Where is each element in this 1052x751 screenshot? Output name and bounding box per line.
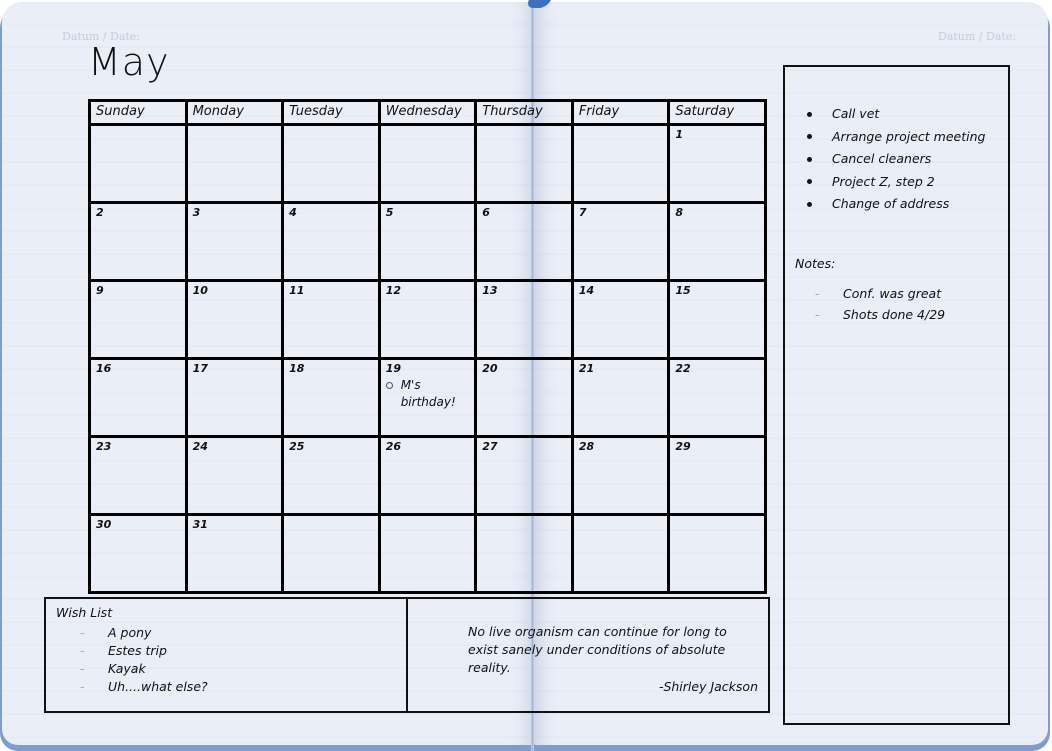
- day-number: 15: [675, 284, 691, 297]
- day-cell[interactable]: [186, 437, 283, 515]
- day-number: 20: [482, 362, 498, 375]
- left-date-label: Datum / Date:: [62, 30, 141, 43]
- day-cell[interactable]: [476, 437, 573, 515]
- day-number: 11: [289, 284, 305, 297]
- weekday-saturday: Saturday: [669, 101, 766, 125]
- day-cell[interactable]: [379, 203, 476, 281]
- day-number: 2: [96, 206, 104, 219]
- week-row: [90, 203, 766, 281]
- weekday-monday: Monday: [186, 101, 283, 125]
- dash-icon: -: [815, 286, 820, 301]
- day-cell[interactable]: [476, 359, 573, 437]
- wish-item[interactable]: - Uh....what else?: [80, 679, 208, 694]
- day-cell[interactable]: [283, 281, 380, 359]
- day-number: 28: [578, 440, 595, 453]
- dash-icon: -: [80, 661, 85, 676]
- weekday-thursday: Thursday: [476, 101, 573, 125]
- event-label: M's birthday!: [400, 378, 456, 409]
- day-number: 26: [385, 440, 401, 453]
- day-cell-with-event[interactable]: [379, 359, 476, 437]
- day-cell[interactable]: [669, 203, 766, 281]
- day-number: 31: [192, 518, 208, 531]
- day-number: 22: [675, 362, 691, 375]
- bullet-icon: [807, 134, 812, 139]
- day-number: 30: [96, 518, 112, 531]
- day-cell[interactable]: [572, 359, 669, 437]
- day-number: 8: [675, 206, 684, 219]
- day-number: 17: [192, 362, 208, 375]
- day-cell[interactable]: [476, 515, 573, 593]
- day-number: 6: [482, 206, 490, 219]
- week-row: [90, 515, 766, 593]
- month-title: May: [88, 40, 170, 84]
- bullet-icon: [807, 179, 812, 184]
- day-number: 7: [578, 206, 587, 219]
- day-cell[interactable]: [186, 515, 283, 593]
- day-cell[interactable]: [283, 203, 380, 281]
- wish-item[interactable]: - Kayak: [80, 661, 146, 676]
- day-cell[interactable]: [186, 125, 283, 203]
- wish-list: [80, 624, 208, 696]
- wish-item[interactable]: - Estes trip: [80, 643, 167, 658]
- day-cell[interactable]: [572, 281, 669, 359]
- hollow-bullet-icon: [386, 382, 393, 389]
- week-row: [90, 437, 766, 515]
- day-cell[interactable]: [669, 515, 766, 593]
- week-row: [90, 281, 766, 359]
- day-number: 3: [192, 206, 201, 219]
- week-row: [90, 125, 766, 203]
- notes-label: Notes:: [795, 256, 836, 271]
- quote-box: [406, 597, 770, 713]
- day-number: 21: [578, 362, 595, 375]
- day-number: 29: [675, 440, 691, 453]
- day-cell[interactable]: [186, 203, 283, 281]
- day-cell[interactable]: [476, 125, 573, 203]
- weekday-tuesday: Tuesday: [283, 101, 380, 125]
- day-cell[interactable]: [379, 281, 476, 359]
- day-cell[interactable]: [283, 359, 380, 437]
- note-item[interactable]: - Conf. was great: [815, 283, 945, 304]
- day-number: 9: [96, 284, 104, 297]
- todo-item[interactable]: Change of address: [807, 193, 985, 216]
- notes-list: [815, 283, 945, 325]
- todo-notes-panel: [783, 65, 1010, 725]
- day-number: 18: [289, 362, 305, 375]
- day-cell[interactable]: [90, 125, 187, 203]
- weekday-friday: Friday: [572, 101, 669, 125]
- day-number: 12: [385, 284, 401, 297]
- day-number: 23: [96, 440, 112, 453]
- weekday-header-row: [90, 101, 766, 125]
- quote-author: -Shirley Jackson: [658, 679, 758, 694]
- day-number: 25: [289, 440, 305, 453]
- dash-icon: -: [815, 307, 820, 322]
- day-number: 16: [96, 362, 112, 375]
- day-number: 14: [578, 284, 595, 297]
- todo-list: [807, 103, 985, 216]
- day-cell[interactable]: [572, 203, 669, 281]
- dash-icon: -: [80, 643, 85, 658]
- dash-icon: -: [80, 679, 85, 694]
- wish-list-title: Wish List: [56, 605, 113, 620]
- day-cell[interactable]: [186, 359, 283, 437]
- day-cell[interactable]: [572, 437, 669, 515]
- day-number: 27: [482, 440, 498, 453]
- day-cell[interactable]: [669, 125, 766, 203]
- wish-item[interactable]: - A pony: [80, 625, 152, 640]
- day-number: 19: [385, 362, 401, 375]
- note-item[interactable]: - Shots done 4/29: [815, 304, 945, 325]
- quote-text: No live organism can continue for long to exist sanely under conditions of absolute reality.: [468, 624, 727, 675]
- week-row: [90, 359, 766, 437]
- weekday-sunday: Sunday: [90, 101, 187, 125]
- day-number: 1: [675, 128, 684, 141]
- dash-icon: -: [80, 625, 85, 640]
- day-cell[interactable]: [572, 125, 669, 203]
- day-cell[interactable]: [90, 281, 187, 359]
- day-cell[interactable]: [669, 281, 766, 359]
- day-cell[interactable]: [669, 437, 766, 515]
- day-cell[interactable]: [379, 437, 476, 515]
- day-number: 5: [385, 206, 394, 219]
- right-date-label: Datum / Date:: [938, 30, 1017, 43]
- weekday-wednesday: Wednesday: [379, 101, 476, 125]
- todo-item[interactable]: Arrange project meeting: [807, 126, 985, 149]
- day-cell[interactable]: [572, 515, 669, 593]
- bullet-icon: [807, 157, 812, 162]
- day-cell[interactable]: [90, 359, 187, 437]
- day-cell[interactable]: [186, 281, 283, 359]
- day-cell[interactable]: [379, 515, 476, 593]
- todo-item[interactable]: Cancel cleaners: [807, 148, 985, 171]
- wish-list-box: [44, 597, 408, 713]
- day-cell[interactable]: [379, 125, 476, 203]
- day-cell[interactable]: [669, 359, 766, 437]
- day-cell[interactable]: [283, 515, 380, 593]
- day-number: 4: [289, 206, 297, 219]
- day-cell[interactable]: [90, 437, 187, 515]
- calendar-event[interactable]: [386, 377, 470, 411]
- todo-item[interactable]: Project Z, step 2: [807, 171, 985, 194]
- day-cell[interactable]: [283, 125, 380, 203]
- bullet-icon: [807, 112, 812, 117]
- day-number: 24: [192, 440, 208, 453]
- day-cell[interactable]: [476, 281, 573, 359]
- todo-item[interactable]: Call vet: [807, 103, 985, 126]
- day-cell[interactable]: [476, 203, 573, 281]
- day-cell[interactable]: [90, 515, 187, 593]
- bullet-icon: [807, 202, 812, 207]
- day-cell[interactable]: [90, 203, 187, 281]
- day-number: 13: [482, 284, 498, 297]
- month-calendar: [88, 99, 767, 594]
- day-number: 10: [192, 284, 208, 297]
- day-cell[interactable]: [283, 437, 380, 515]
